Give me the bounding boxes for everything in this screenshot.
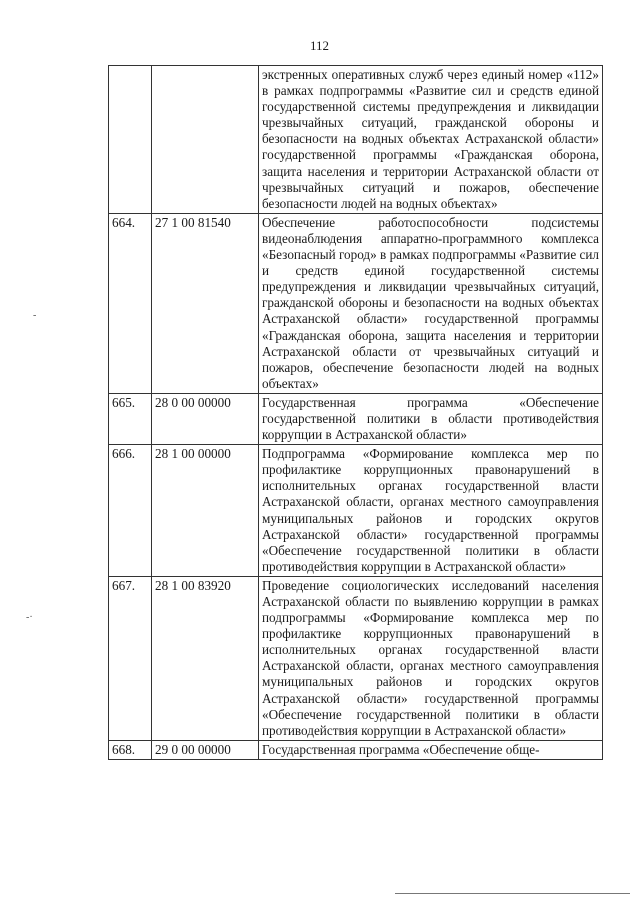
row-description: Государственная программа «Обеспечение обще- xyxy=(259,740,603,759)
row-number: 666. xyxy=(109,445,152,577)
scan-mark: ‑· xyxy=(26,612,33,623)
budget-code: 28 1 00 83920 xyxy=(152,576,259,740)
row-number: 665. xyxy=(109,393,152,444)
scan-edge-line xyxy=(395,893,630,894)
scan-mark: ‑ xyxy=(33,310,37,321)
table-row xyxy=(109,740,603,759)
row-number: 668. xyxy=(109,740,152,759)
table-row xyxy=(109,576,603,740)
budget-code: 28 0 00 00000 xyxy=(152,393,259,444)
row-number: 664. xyxy=(109,213,152,393)
classification-table xyxy=(108,65,603,760)
row-description: Обеспечение работоспособности подсистемы видеонаблюдения аппаратно-программного комплекса «Безопасный город» в рамках подпрограммы «Развитие сил и средств единой государственной системы предупреждения и ликвидации чрезвычайных ситуаций, гражданской обороны и безопасности на водных объектах Астраханской области» государственной программы «Гражданская оборона, защита населения и территории Астраханской области от чрезвычайных ситуаций и пожаров, обеспечение безопасности людей на водных объектах» xyxy=(259,213,603,393)
row-number: 667. xyxy=(109,576,152,740)
budget-code: 27 1 00 81540 xyxy=(152,213,259,393)
table-row xyxy=(109,213,603,393)
page-number: 112 xyxy=(309,38,330,53)
budget-code: 29 0 00 00000 xyxy=(152,740,259,759)
row-description: Проведение социологических исследований населения Астраханской области по выявлению коррупции в рамках подпрограммы «Формирование комплекса мер по профилактике коррупционных правонарушений в исполнительных органах государственной власти Астраханской области, органах местного самоуправления муниципальных районов и городских округов Астраханской области» государственной программы «Обеспечение государственной политики в области противодействия коррупции в Астраханской области» xyxy=(259,576,603,740)
table-row xyxy=(109,393,603,444)
table-row xyxy=(109,66,603,214)
budget-code: 28 1 00 00000 xyxy=(152,445,259,577)
row-description: Подпрограмма «Формирование комплекса мер по профилактике коррупционных правонарушений в исполнительных органах государственной власти Астраханской области, органах местного самоуправления муниципальных районов и городских округов Астраханской области» государственной программы «Обеспечение государственной политики в области противодействия коррупции в Астраханской области» xyxy=(259,445,603,577)
row-description: экстренных оперативных служб через единый номер «112» в рамках подпрограммы «Развитие сил и средств единой государственной системы предупреждения и ликвидации чрезвычайных ситуаций, гражданской обороны и безопасности на водных объектах Астраханской области» государственной программы «Гражданская оборона, защита населения и территории Астраханской области от чрезвычайных ситуаций и пожаров, обеспечение безопасности людей на водных объектах» xyxy=(259,66,603,214)
budget-code xyxy=(152,66,259,214)
row-number xyxy=(109,66,152,214)
row-description: Государственная программа «Обеспечение государственной политики в области противодействия коррупции в Астраханской области» xyxy=(259,393,603,444)
table-row xyxy=(109,445,603,577)
